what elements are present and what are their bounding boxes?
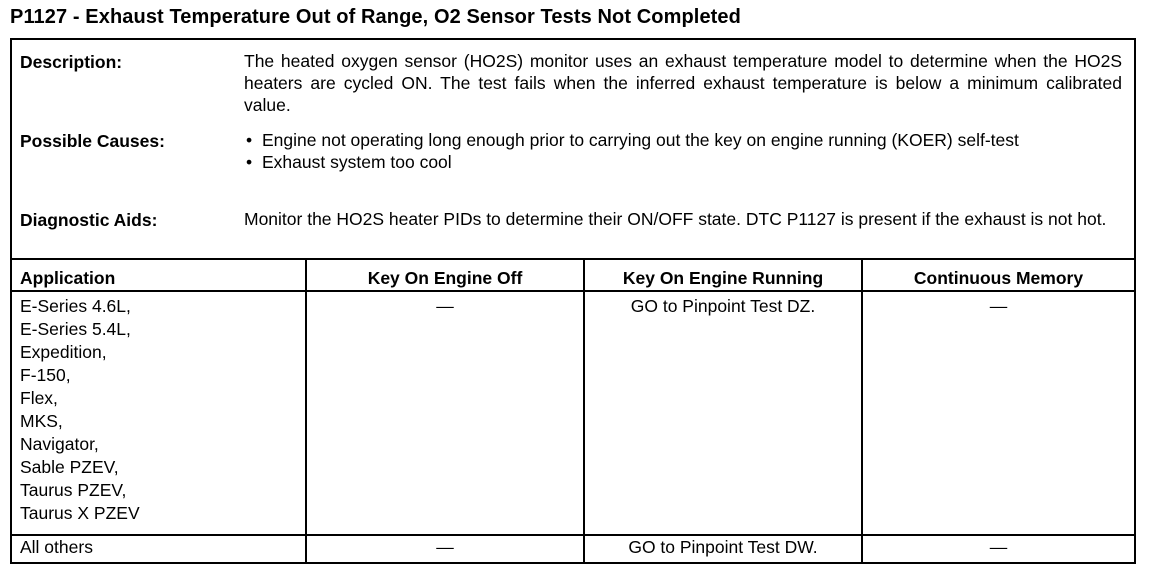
list-item: E-Series 5.4L, — [20, 319, 131, 339]
page-title: P1127 - Exhaust Temperature Out of Range, O2 Sensor Tests Not Completed — [10, 6, 741, 28]
description-text: The heated oxygen sensor (HO2S) monitor uses an exhaust temperature model to determine when the HO2S heaters are cycled ON. The test fails when the inferred exhaust temperature is below a minimum calibrated value. — [244, 51, 1122, 115]
application-list — [20, 295, 140, 525]
list-item: Flex, — [20, 388, 58, 408]
table-cell-koeo: — — [436, 537, 454, 557]
divider — [12, 258, 1134, 260]
list-item: • Engine not operating long enough prior to carrying out the key on engine running (KOER) self-test — [244, 129, 1122, 151]
column-header-continuous-memory: Continuous Memory — [913, 268, 1084, 288]
table-cell-koer: GO to Pinpoint Test DZ. — [630, 296, 816, 316]
list-item: Sable PZEV, — [20, 457, 119, 477]
list-item: Taurus X PZEV — [20, 503, 140, 523]
dtc-info-table — [10, 38, 1136, 564]
list-item: • Exhaust system too cool — [244, 151, 1122, 173]
list-item: Expedition, — [20, 342, 107, 362]
table-cell-continuous-memory: — — [989, 296, 1008, 316]
diagnostic-aids-label: Diagnostic Aids: — [20, 210, 158, 230]
list-item: All others — [20, 537, 93, 557]
column-header-application: Application — [20, 268, 116, 288]
table-row-applications — [20, 536, 93, 559]
table-row-applications — [20, 295, 140, 525]
possible-causes-list — [244, 129, 1122, 173]
column-header-koer: Key On Engine Running — [622, 268, 824, 288]
diagnostic-aids-text: Monitor the HO2S heater PIDs to determine their ON/OFF state. DTC P1127 is present if the exhaust is not hot. — [244, 209, 1107, 229]
possible-causes-content — [244, 129, 1122, 173]
list-item: Navigator, — [20, 434, 99, 454]
application-list — [20, 536, 93, 559]
possible-causes-label: Possible Causes: — [20, 131, 165, 151]
list-item: MKS, — [20, 411, 63, 431]
info-section — [12, 40, 1134, 260]
column-header-koeo: Key On Engine Off — [367, 268, 523, 288]
table-cell-continuous-memory: — — [989, 537, 1008, 557]
list-item: Taurus PZEV, — [20, 480, 127, 500]
list-item: E-Series 4.6L, — [20, 296, 131, 316]
list-item: F-150, — [20, 365, 71, 385]
table-cell-koeo: — — [436, 296, 454, 316]
description-label: Description: — [20, 52, 123, 72]
table-cell-koer: GO to Pinpoint Test DW. — [628, 537, 818, 557]
